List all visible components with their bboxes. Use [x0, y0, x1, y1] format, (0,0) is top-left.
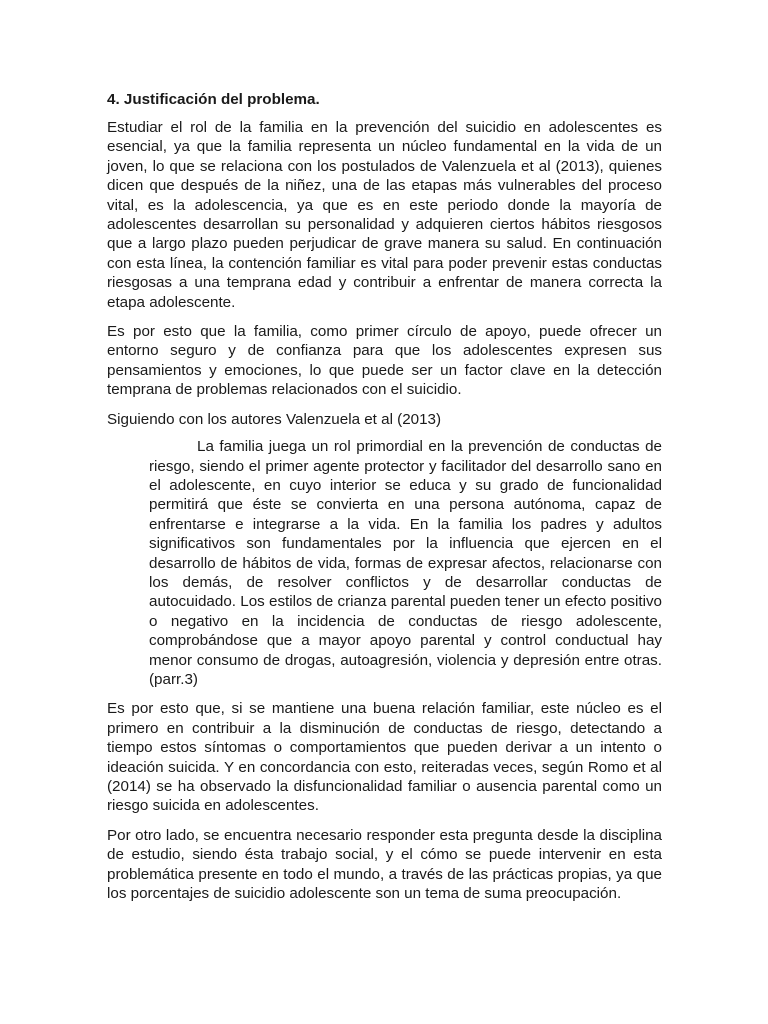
- quote-intro: Siguiendo con los autores Valenzuela et al (2013): [107, 410, 442, 428]
- paragraph-1: Estudiar el rol de la familia en la prevención del suicidio en adolescentes es esencial, ya que la familia representa un núcleo fundamental en la vida de un joven, lo que se relaciona con los postulados de Valenzuela et al (2013), quienes dicen que después de la niñez, una de las etapas más vulnerables del proceso vital, es la adolescencia, ya que es en este periodo donde la mayoría de adolescentes desarrollan su personalidad y adquieren ciertos hábitos riesgosos que a largo plazo pueden perjudicar de grave manera su salud. En continuación con esta línea, la contención familiar es vital para poder prevenir estas conductas riesgosas a una temprana edad y contribuir a enfrentar de manera correcta la etapa adolescente.: [107, 119, 662, 311]
- paragraph-4: Por otro lado, se encuentra necesario responder esta pregunta desde la disciplina de estudio, siendo ésta trabajo social, y el cómo se puede intervenir en esta problemática presente en todo el mundo, a través de las prácticas propias, ya que los porcentajes de suicidio adolescente son un tema de suma preocupación.: [107, 826, 662, 903]
- paragraph-3: Es por esto que, si se mantiene una buena relación familiar, este núcleo es el primero en contribuir a la disminución de conductas de riesgo, detectando a tiempo estos síntomas o comportamientos que pueden derivar a un intento o ideación suicida. Y en concordancia con esto, reiteradas veces, según Romo et al (2014) se ha observado la disfuncionalidad familiar o ausencia parental como un riesgo suicida en adolescentes.: [107, 700, 662, 815]
- document-page: [107, 90, 662, 913]
- paragraph-2: Es por esto que la familia, como primer círculo de apoyo, puede ofrecer un entorno seguro y de confianza para que los adolescentes expresen sus pensamientos y emociones, lo que puede ser un factor clave en la detección temprana de problemas relacionados con el suicidio.: [107, 323, 662, 399]
- section-heading: 4. Justificación del problema.: [107, 91, 320, 108]
- block-quote: La familia juega un rol primordial en la prevención de conductas de riesgo, siendo el primer agente protector y facilitador del desarrollo sano en el adolescente, en cuyo interior se educa y su grado de funcionalidad permitirá que éste se convierta en una persona autónoma, capaz de enfrentarse e integrarse a la vida. En la familia los padres y adultos significativos son fundamentales por la influencia que ejercen en el desarrollo de hábitos de vida, formas de expresar afectos, relacionarse con los demás, de resolver conflictos y de desarrollar conductas de autocuidado. Los estilos de crianza parental pueden tener un efecto positivo o negativo en la incidencia de conductas de riesgo adolescente, comprobándose que a mayor apoyo parental y control conductual hay menor consumo de drogas, autoagresión, violencia y depresión entre otras. (parr.3): [149, 438, 662, 688]
